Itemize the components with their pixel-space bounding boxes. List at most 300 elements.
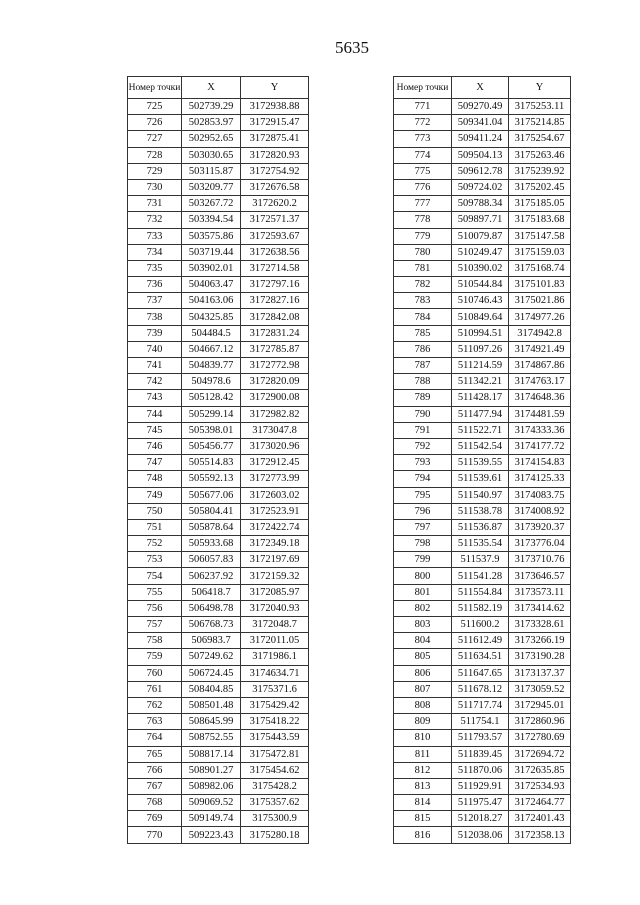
x-coordinate-cell: 506768.73 xyxy=(182,617,241,633)
y-coordinate-cell: 3172772.98 xyxy=(241,358,309,374)
point-number-cell: 794 xyxy=(394,471,452,487)
point-number-cell: 806 xyxy=(394,665,452,681)
table-row xyxy=(128,519,309,535)
point-number-cell: 740 xyxy=(128,341,182,357)
x-coordinate-cell: 511647.65 xyxy=(452,665,509,681)
table-row xyxy=(394,293,571,309)
table-row xyxy=(394,277,571,293)
y-coordinate-cell: 3172773.99 xyxy=(241,471,309,487)
point-number-cell: 811 xyxy=(394,746,452,762)
table-row xyxy=(394,309,571,325)
table-row xyxy=(394,341,571,357)
y-coordinate-cell: 3175101.83 xyxy=(509,277,571,293)
point-number-cell: 739 xyxy=(128,325,182,341)
x-coordinate-cell: 509612.78 xyxy=(452,163,509,179)
table-row xyxy=(394,778,571,794)
table-row xyxy=(128,422,309,438)
x-coordinate-cell: 508645.99 xyxy=(182,714,241,730)
y-coordinate-cell: 3175254.67 xyxy=(509,131,571,147)
point-number-cell: 812 xyxy=(394,762,452,778)
table-row xyxy=(394,697,571,713)
y-coordinate-cell: 3172534.93 xyxy=(509,778,571,794)
x-coordinate-cell: 510849.64 xyxy=(452,309,509,325)
table-row xyxy=(128,827,309,843)
table-row xyxy=(394,325,571,341)
table-row xyxy=(394,617,571,633)
point-number-cell: 766 xyxy=(128,762,182,778)
x-coordinate-cell: 502853.97 xyxy=(182,115,241,131)
table-row xyxy=(128,260,309,276)
table-row xyxy=(394,228,571,244)
y-coordinate-cell: 3173776.04 xyxy=(509,536,571,552)
point-number-cell: 752 xyxy=(128,536,182,552)
x-coordinate-cell: 504839.77 xyxy=(182,358,241,374)
point-number-cell: 747 xyxy=(128,455,182,471)
x-coordinate-cell: 503575.86 xyxy=(182,228,241,244)
point-number-cell: 730 xyxy=(128,179,182,195)
table-row xyxy=(128,600,309,616)
table-row xyxy=(128,277,309,293)
table-header xyxy=(128,77,309,99)
table-row xyxy=(394,406,571,422)
y-coordinate-cell: 3172915.47 xyxy=(241,115,309,131)
x-coordinate-cell: 504667.12 xyxy=(182,341,241,357)
y-coordinate-cell: 3175300.9 xyxy=(241,811,309,827)
table-row xyxy=(394,795,571,811)
point-number-cell: 815 xyxy=(394,811,452,827)
table-row xyxy=(394,600,571,616)
header-x: X xyxy=(182,77,241,99)
point-number-cell: 800 xyxy=(394,568,452,584)
x-coordinate-cell: 509788.34 xyxy=(452,196,509,212)
y-coordinate-cell: 3173920.37 xyxy=(509,519,571,535)
x-coordinate-cell: 511540.97 xyxy=(452,487,509,503)
table-row xyxy=(394,390,571,406)
y-coordinate-cell: 3172422.74 xyxy=(241,519,309,535)
table-row xyxy=(128,633,309,649)
point-number-cell: 774 xyxy=(394,147,452,163)
y-coordinate-cell: 3175371.6 xyxy=(241,681,309,697)
point-number-cell: 750 xyxy=(128,503,182,519)
table-row xyxy=(394,163,571,179)
y-coordinate-cell: 3175168.74 xyxy=(509,260,571,276)
y-coordinate-cell: 3172464.77 xyxy=(509,795,571,811)
point-number-cell: 790 xyxy=(394,406,452,422)
x-coordinate-cell: 502952.65 xyxy=(182,131,241,147)
y-coordinate-cell: 3172401.43 xyxy=(509,811,571,827)
x-coordinate-cell: 508982.06 xyxy=(182,778,241,794)
point-number-cell: 808 xyxy=(394,697,452,713)
x-coordinate-cell: 511539.55 xyxy=(452,455,509,471)
y-coordinate-cell: 3173414.62 xyxy=(509,600,571,616)
y-coordinate-cell: 3174333.36 xyxy=(509,422,571,438)
x-coordinate-cell: 511097.26 xyxy=(452,341,509,357)
y-coordinate-cell: 3175239.92 xyxy=(509,163,571,179)
x-coordinate-cell: 512018.27 xyxy=(452,811,509,827)
point-number-cell: 786 xyxy=(394,341,452,357)
table-row xyxy=(128,358,309,374)
table-row xyxy=(128,762,309,778)
y-coordinate-cell: 3174125.33 xyxy=(509,471,571,487)
x-coordinate-cell: 510079.87 xyxy=(452,228,509,244)
table-row xyxy=(128,131,309,147)
y-coordinate-cell: 3172982.82 xyxy=(241,406,309,422)
point-number-cell: 804 xyxy=(394,633,452,649)
table-row xyxy=(394,374,571,390)
point-number-cell: 763 xyxy=(128,714,182,730)
x-coordinate-cell: 506724.45 xyxy=(182,665,241,681)
y-coordinate-cell: 3175253.11 xyxy=(509,99,571,115)
y-coordinate-cell: 3172714.58 xyxy=(241,260,309,276)
table-row xyxy=(394,212,571,228)
table-row xyxy=(128,584,309,600)
table-row xyxy=(128,374,309,390)
y-coordinate-cell: 3173020.96 xyxy=(241,438,309,454)
point-number-cell: 749 xyxy=(128,487,182,503)
x-coordinate-cell: 505804.41 xyxy=(182,503,241,519)
x-coordinate-cell: 506057.83 xyxy=(182,552,241,568)
y-coordinate-cell: 3175202.45 xyxy=(509,179,571,195)
y-coordinate-cell: 3171986.1 xyxy=(241,649,309,665)
point-number-cell: 760 xyxy=(128,665,182,681)
table-row xyxy=(128,795,309,811)
x-coordinate-cell: 512038.06 xyxy=(452,827,509,843)
table-row xyxy=(394,584,571,600)
x-coordinate-cell: 503209.77 xyxy=(182,179,241,195)
y-coordinate-cell: 3175280.18 xyxy=(241,827,309,843)
point-number-cell: 809 xyxy=(394,714,452,730)
point-number-cell: 805 xyxy=(394,649,452,665)
header-point-number: Номер точки xyxy=(128,77,182,99)
y-coordinate-cell: 3172754.92 xyxy=(241,163,309,179)
y-coordinate-cell: 3174763.17 xyxy=(509,374,571,390)
table-row xyxy=(128,179,309,195)
table-row xyxy=(394,115,571,131)
x-coordinate-cell: 508404.85 xyxy=(182,681,241,697)
table-row xyxy=(394,568,571,584)
table-row xyxy=(128,438,309,454)
table-row xyxy=(394,99,571,115)
x-coordinate-cell: 510994.51 xyxy=(452,325,509,341)
y-coordinate-cell: 3172797.16 xyxy=(241,277,309,293)
point-number-cell: 795 xyxy=(394,487,452,503)
y-coordinate-cell: 3172820.09 xyxy=(241,374,309,390)
table-row xyxy=(394,147,571,163)
point-number-cell: 778 xyxy=(394,212,452,228)
table-row xyxy=(128,390,309,406)
x-coordinate-cell: 505299.14 xyxy=(182,406,241,422)
point-number-cell: 729 xyxy=(128,163,182,179)
table-row xyxy=(394,633,571,649)
x-coordinate-cell: 511522.71 xyxy=(452,422,509,438)
x-coordinate-cell: 509270.49 xyxy=(452,99,509,115)
x-coordinate-cell: 510544.84 xyxy=(452,277,509,293)
y-coordinate-cell: 3172635.85 xyxy=(509,762,571,778)
y-coordinate-cell: 3172831.24 xyxy=(241,325,309,341)
point-number-cell: 807 xyxy=(394,681,452,697)
y-coordinate-cell: 3175147.58 xyxy=(509,228,571,244)
table-row xyxy=(128,471,309,487)
x-coordinate-cell: 506237.92 xyxy=(182,568,241,584)
y-coordinate-cell: 3172638.56 xyxy=(241,244,309,260)
point-number-cell: 756 xyxy=(128,600,182,616)
x-coordinate-cell: 505398.01 xyxy=(182,422,241,438)
y-coordinate-cell: 3172197.69 xyxy=(241,552,309,568)
x-coordinate-cell: 505128.42 xyxy=(182,390,241,406)
x-coordinate-cell: 503719.44 xyxy=(182,244,241,260)
point-number-cell: 770 xyxy=(128,827,182,843)
point-number-cell: 810 xyxy=(394,730,452,746)
table-row xyxy=(128,163,309,179)
coordinates-table-right xyxy=(393,76,571,844)
point-number-cell: 755 xyxy=(128,584,182,600)
table-row xyxy=(128,552,309,568)
point-number-cell: 799 xyxy=(394,552,452,568)
table-row xyxy=(128,536,309,552)
x-coordinate-cell: 503030.65 xyxy=(182,147,241,163)
x-coordinate-cell: 505592.13 xyxy=(182,471,241,487)
x-coordinate-cell: 511342.21 xyxy=(452,374,509,390)
point-number-cell: 732 xyxy=(128,212,182,228)
y-coordinate-cell: 3174867.86 xyxy=(509,358,571,374)
point-number-cell: 781 xyxy=(394,260,452,276)
table-row xyxy=(394,762,571,778)
y-coordinate-cell: 3172827.16 xyxy=(241,293,309,309)
point-number-cell: 771 xyxy=(394,99,452,115)
y-coordinate-cell: 3173059.52 xyxy=(509,681,571,697)
x-coordinate-cell: 511214.59 xyxy=(452,358,509,374)
y-coordinate-cell: 3172349.18 xyxy=(241,536,309,552)
y-coordinate-cell: 3175263.46 xyxy=(509,147,571,163)
y-coordinate-cell: 3175159.03 xyxy=(509,244,571,260)
x-coordinate-cell: 504978.6 xyxy=(182,374,241,390)
point-number-cell: 745 xyxy=(128,422,182,438)
x-coordinate-cell: 511541.28 xyxy=(452,568,509,584)
point-number-cell: 787 xyxy=(394,358,452,374)
y-coordinate-cell: 3172523.91 xyxy=(241,503,309,519)
x-coordinate-cell: 503115.87 xyxy=(182,163,241,179)
point-number-cell: 767 xyxy=(128,778,182,794)
x-coordinate-cell: 511428.17 xyxy=(452,390,509,406)
point-number-cell: 772 xyxy=(394,115,452,131)
x-coordinate-cell: 506983.7 xyxy=(182,633,241,649)
y-coordinate-cell: 3172875.41 xyxy=(241,131,309,147)
y-coordinate-cell: 3172040.93 xyxy=(241,600,309,616)
table-row xyxy=(394,358,571,374)
point-number-cell: 814 xyxy=(394,795,452,811)
x-coordinate-cell: 511839.45 xyxy=(452,746,509,762)
table-row xyxy=(394,196,571,212)
x-coordinate-cell: 510746.43 xyxy=(452,293,509,309)
point-number-cell: 727 xyxy=(128,131,182,147)
y-coordinate-cell: 3172603.02 xyxy=(241,487,309,503)
x-coordinate-cell: 505878.64 xyxy=(182,519,241,535)
point-number-cell: 741 xyxy=(128,358,182,374)
table-row xyxy=(128,293,309,309)
point-number-cell: 737 xyxy=(128,293,182,309)
table-row xyxy=(128,99,309,115)
table-row xyxy=(128,147,309,163)
y-coordinate-cell: 3175443.59 xyxy=(241,730,309,746)
y-coordinate-cell: 3172358.13 xyxy=(509,827,571,843)
header-y: Y xyxy=(241,77,309,99)
table-row xyxy=(394,552,571,568)
y-coordinate-cell: 3172694.72 xyxy=(509,746,571,762)
point-number-cell: 753 xyxy=(128,552,182,568)
y-coordinate-cell: 3172571.37 xyxy=(241,212,309,228)
x-coordinate-cell: 506498.78 xyxy=(182,600,241,616)
y-coordinate-cell: 3175021.86 xyxy=(509,293,571,309)
y-coordinate-cell: 3172945.01 xyxy=(509,697,571,713)
y-coordinate-cell: 3172938.88 xyxy=(241,99,309,115)
table-row xyxy=(128,244,309,260)
point-number-cell: 738 xyxy=(128,309,182,325)
table-row xyxy=(128,778,309,794)
point-number-cell: 733 xyxy=(128,228,182,244)
x-coordinate-cell: 510390.02 xyxy=(452,260,509,276)
x-coordinate-cell: 509724.02 xyxy=(452,179,509,195)
point-number-cell: 782 xyxy=(394,277,452,293)
y-coordinate-cell: 3174177.72 xyxy=(509,438,571,454)
y-coordinate-cell: 3172085.97 xyxy=(241,584,309,600)
y-coordinate-cell: 3175428.2 xyxy=(241,778,309,794)
table-row xyxy=(128,746,309,762)
x-coordinate-cell: 503267.72 xyxy=(182,196,241,212)
point-number-cell: 731 xyxy=(128,196,182,212)
y-coordinate-cell: 3174648.36 xyxy=(509,390,571,406)
x-coordinate-cell: 510249.47 xyxy=(452,244,509,260)
x-coordinate-cell: 511535.54 xyxy=(452,536,509,552)
point-number-cell: 765 xyxy=(128,746,182,762)
x-coordinate-cell: 511678.12 xyxy=(452,681,509,697)
point-number-cell: 785 xyxy=(394,325,452,341)
table-header xyxy=(394,77,571,99)
point-number-cell: 792 xyxy=(394,438,452,454)
y-coordinate-cell: 3173573.11 xyxy=(509,584,571,600)
table-row xyxy=(394,179,571,195)
point-number-cell: 783 xyxy=(394,293,452,309)
x-coordinate-cell: 509411.24 xyxy=(452,131,509,147)
y-coordinate-cell: 3173137.37 xyxy=(509,665,571,681)
x-coordinate-cell: 511477.94 xyxy=(452,406,509,422)
y-coordinate-cell: 3172860.96 xyxy=(509,714,571,730)
header-x: X xyxy=(452,77,509,99)
y-coordinate-cell: 3173266.19 xyxy=(509,633,571,649)
point-number-cell: 784 xyxy=(394,309,452,325)
x-coordinate-cell: 509223.43 xyxy=(182,827,241,843)
point-number-cell: 769 xyxy=(128,811,182,827)
table-row xyxy=(394,730,571,746)
y-coordinate-cell: 3175418.22 xyxy=(241,714,309,730)
y-coordinate-cell: 3172593.67 xyxy=(241,228,309,244)
x-coordinate-cell: 511582.19 xyxy=(452,600,509,616)
x-coordinate-cell: 508901.27 xyxy=(182,762,241,778)
x-coordinate-cell: 505677.06 xyxy=(182,487,241,503)
table-row xyxy=(394,131,571,147)
table-row xyxy=(128,730,309,746)
y-coordinate-cell: 3173047.8 xyxy=(241,422,309,438)
table-row xyxy=(394,438,571,454)
point-number-cell: 762 xyxy=(128,697,182,713)
point-number-cell: 797 xyxy=(394,519,452,535)
table-row xyxy=(394,681,571,697)
x-coordinate-cell: 511554.84 xyxy=(452,584,509,600)
x-coordinate-cell: 508817.14 xyxy=(182,746,241,762)
table-row xyxy=(128,325,309,341)
table-row xyxy=(394,260,571,276)
y-coordinate-cell: 3174083.75 xyxy=(509,487,571,503)
table-row xyxy=(128,196,309,212)
x-coordinate-cell: 511793.57 xyxy=(452,730,509,746)
point-number-cell: 802 xyxy=(394,600,452,616)
point-number-cell: 764 xyxy=(128,730,182,746)
point-number-cell: 743 xyxy=(128,390,182,406)
x-coordinate-cell: 504163.06 xyxy=(182,293,241,309)
x-coordinate-cell: 504325.85 xyxy=(182,309,241,325)
table-row xyxy=(128,455,309,471)
x-coordinate-cell: 506418.7 xyxy=(182,584,241,600)
y-coordinate-cell: 3174634.71 xyxy=(241,665,309,681)
y-coordinate-cell: 3175357.62 xyxy=(241,795,309,811)
point-number-cell: 768 xyxy=(128,795,182,811)
y-coordinate-cell: 3172048.7 xyxy=(241,617,309,633)
point-number-cell: 813 xyxy=(394,778,452,794)
x-coordinate-cell: 511537.9 xyxy=(452,552,509,568)
x-coordinate-cell: 504484.5 xyxy=(182,325,241,341)
x-coordinate-cell: 509149.74 xyxy=(182,811,241,827)
coordinates-table-left xyxy=(127,76,309,844)
table-row xyxy=(394,503,571,519)
table-row xyxy=(394,487,571,503)
point-number-cell: 744 xyxy=(128,406,182,422)
y-coordinate-cell: 3172912.45 xyxy=(241,455,309,471)
point-number-cell: 728 xyxy=(128,147,182,163)
table-row xyxy=(128,649,309,665)
x-coordinate-cell: 511600.2 xyxy=(452,617,509,633)
point-number-cell: 748 xyxy=(128,471,182,487)
table-row xyxy=(128,487,309,503)
x-coordinate-cell: 511975.47 xyxy=(452,795,509,811)
point-number-cell: 791 xyxy=(394,422,452,438)
point-number-cell: 793 xyxy=(394,455,452,471)
y-coordinate-cell: 3173646.57 xyxy=(509,568,571,584)
y-coordinate-cell: 3173328.61 xyxy=(509,617,571,633)
table-row xyxy=(128,665,309,681)
table-row xyxy=(128,212,309,228)
y-coordinate-cell: 3173710.76 xyxy=(509,552,571,568)
x-coordinate-cell: 509504.13 xyxy=(452,147,509,163)
point-number-cell: 746 xyxy=(128,438,182,454)
point-number-cell: 759 xyxy=(128,649,182,665)
x-coordinate-cell: 503394.54 xyxy=(182,212,241,228)
table-row xyxy=(128,309,309,325)
table-row xyxy=(394,455,571,471)
table-row xyxy=(128,681,309,697)
point-number-cell: 758 xyxy=(128,633,182,649)
point-number-cell: 725 xyxy=(128,99,182,115)
point-number-cell: 789 xyxy=(394,390,452,406)
x-coordinate-cell: 508501.48 xyxy=(182,697,241,713)
x-coordinate-cell: 511634.51 xyxy=(452,649,509,665)
x-coordinate-cell: 511612.49 xyxy=(452,633,509,649)
table-row xyxy=(394,536,571,552)
point-number-cell: 742 xyxy=(128,374,182,390)
point-number-cell: 788 xyxy=(394,374,452,390)
table-row xyxy=(394,244,571,260)
y-coordinate-cell: 3172620.2 xyxy=(241,196,309,212)
y-coordinate-cell: 3172159.32 xyxy=(241,568,309,584)
table-row xyxy=(128,568,309,584)
